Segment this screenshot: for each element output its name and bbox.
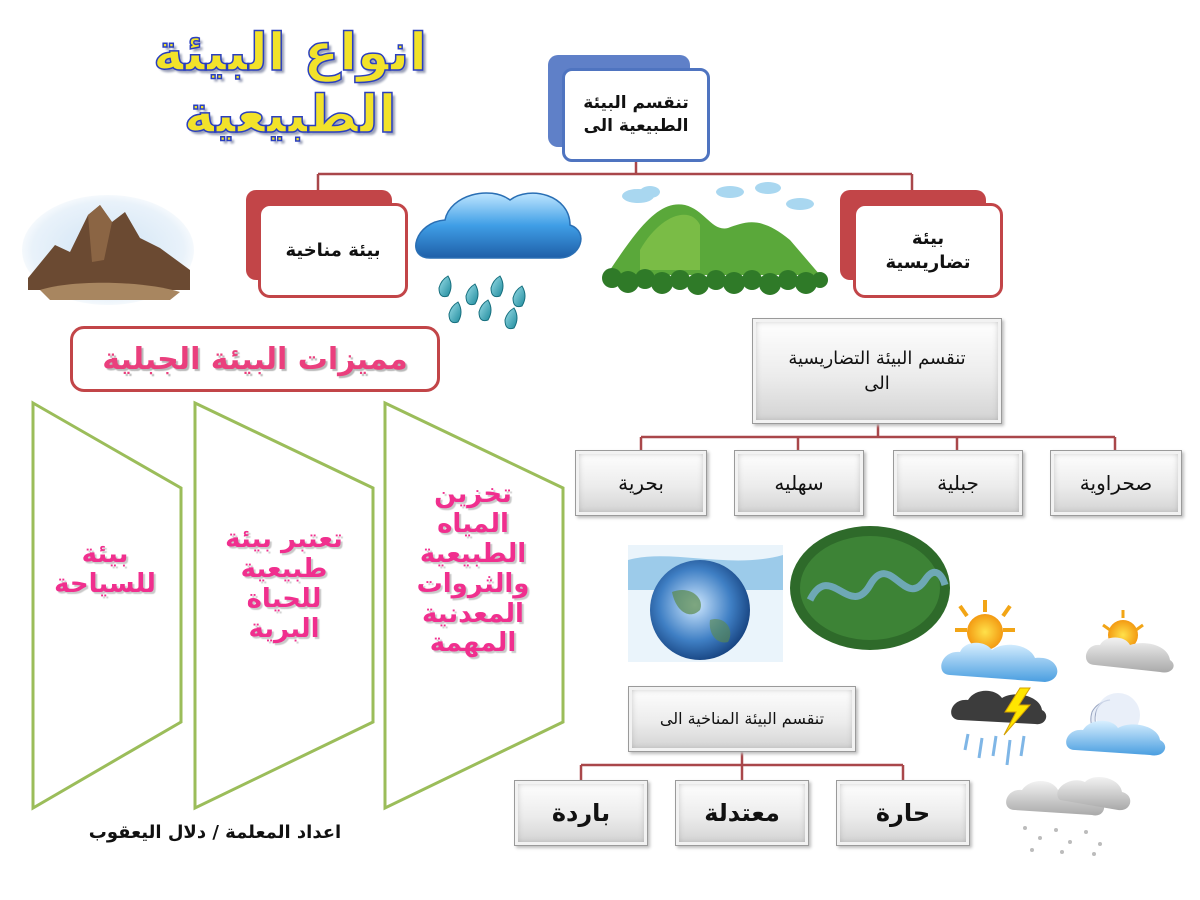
climate-item-hot: حارة — [836, 780, 970, 846]
terrain-connector — [641, 424, 1115, 450]
root-connector — [318, 162, 912, 190]
climate-category-box: بيئة مناخية — [258, 203, 408, 298]
features-banner: مميزات البيئة الجبلية — [70, 326, 440, 392]
river-forest-icon — [790, 526, 950, 650]
terrain-item-mountain: جبلية — [893, 450, 1023, 516]
feature-panel-3 — [33, 403, 181, 808]
rain-cloud-icon — [416, 193, 581, 329]
terrain-item-sea: بحرية — [575, 450, 707, 516]
climate-item-temperate: معتدلة — [675, 780, 809, 846]
root-box: تنقسم البيئة الطبيعية الى — [562, 68, 710, 162]
climate-item-cold: باردة — [514, 780, 648, 846]
terrain-item-plain: سهليه — [734, 450, 864, 516]
terrain-item-desert: صحراوية — [1050, 450, 1182, 516]
terrain-category-box: بيئة تضاريسية — [853, 203, 1003, 298]
green-hills-icon — [602, 182, 828, 295]
feature-text-2: تعتبر بيئة طبيعية للحياة البرية — [225, 524, 343, 644]
weather-icons — [941, 600, 1173, 856]
climate-division-box: تنقسم البيئة المناخية الى — [628, 686, 856, 752]
earth-water-icon — [628, 545, 783, 662]
main-title: انواع البيئة الطبيعية — [153, 23, 427, 146]
author-credit: اعداد المعلمة / دلال اليعقوب — [88, 822, 342, 843]
mountain-photo-icon — [22, 195, 194, 305]
climate-connector — [581, 752, 903, 780]
feature-text-1: تخزين المياه الطبيعية والثروات المعدنية المهمة — [416, 479, 530, 659]
terrain-division-box: تنقسم البيئة التضاريسية الى — [752, 318, 1002, 424]
feature-text-3: بيئة للسياحة — [54, 539, 156, 599]
